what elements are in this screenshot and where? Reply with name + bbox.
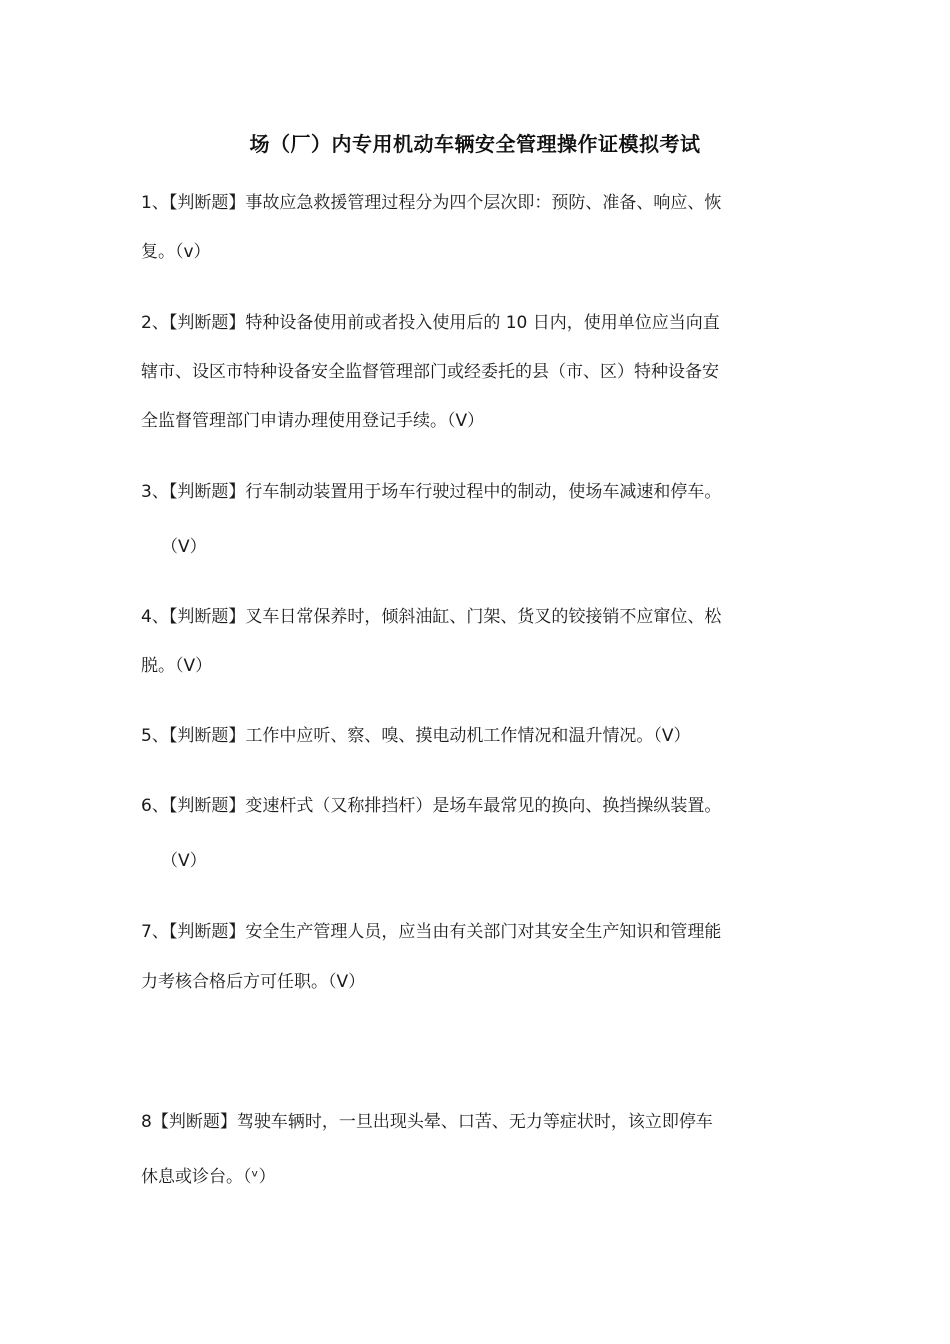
question-text-line: 全监督管理部门申请办理使用登记手续。（V）	[141, 411, 485, 431]
question-text-line: 辖市、设区市特种设备安全监督管理部门或经委托的县（市、区）特种设备安	[141, 362, 719, 382]
question-text-line: 8【判断题】驾驶车辆时，一旦出现头晕、口苦、无力等症状时，该立即停车	[141, 1112, 713, 1132]
question-text-line: 复。（v）	[141, 242, 211, 262]
question-text-line: 3、【判断题】行车制动装置用于场车行驶过程中的制动，使场车减速和停车。	[141, 482, 722, 502]
question-text-line: 4、【判断题】叉车日常保养时，倾斜油缸、门架、货叉的铰接销不应窜位、松	[141, 607, 722, 627]
question-text-line: 力考核合格后方可任职。（V）	[141, 972, 366, 992]
question-text-line: 1、【判断题】事故应急救援管理过程分为四个层次即：预防、准备、响应、恢	[141, 193, 722, 213]
question-text-line: （V）	[161, 537, 207, 557]
question-text-line: 5、【判断题】工作中应听、察、嗅、摸电动机工作情况和温升情况。（V）	[141, 726, 691, 746]
question-text-line: 7、【判断题】安全生产管理人员，应当由有关部门对其安全生产知识和管理能	[141, 922, 722, 942]
question-text-line: （V）	[161, 851, 207, 871]
question-text-line: 脱。（V）	[141, 656, 213, 676]
page-title: 场（厂）内专用机动车辆安全管理操作证模拟考试	[249, 132, 701, 156]
question-text-line: 休息或诊台。（ᵛ）	[141, 1167, 276, 1187]
question-text-line: 6、【判断题】变速杆式（又称排挡杆）是场车最常见的换向、换挡操纵装置。	[141, 796, 722, 816]
question-text-line: 2、【判断题】特种设备使用前或者投入使用后的 10 日内，使用单位应当向直	[141, 313, 720, 333]
